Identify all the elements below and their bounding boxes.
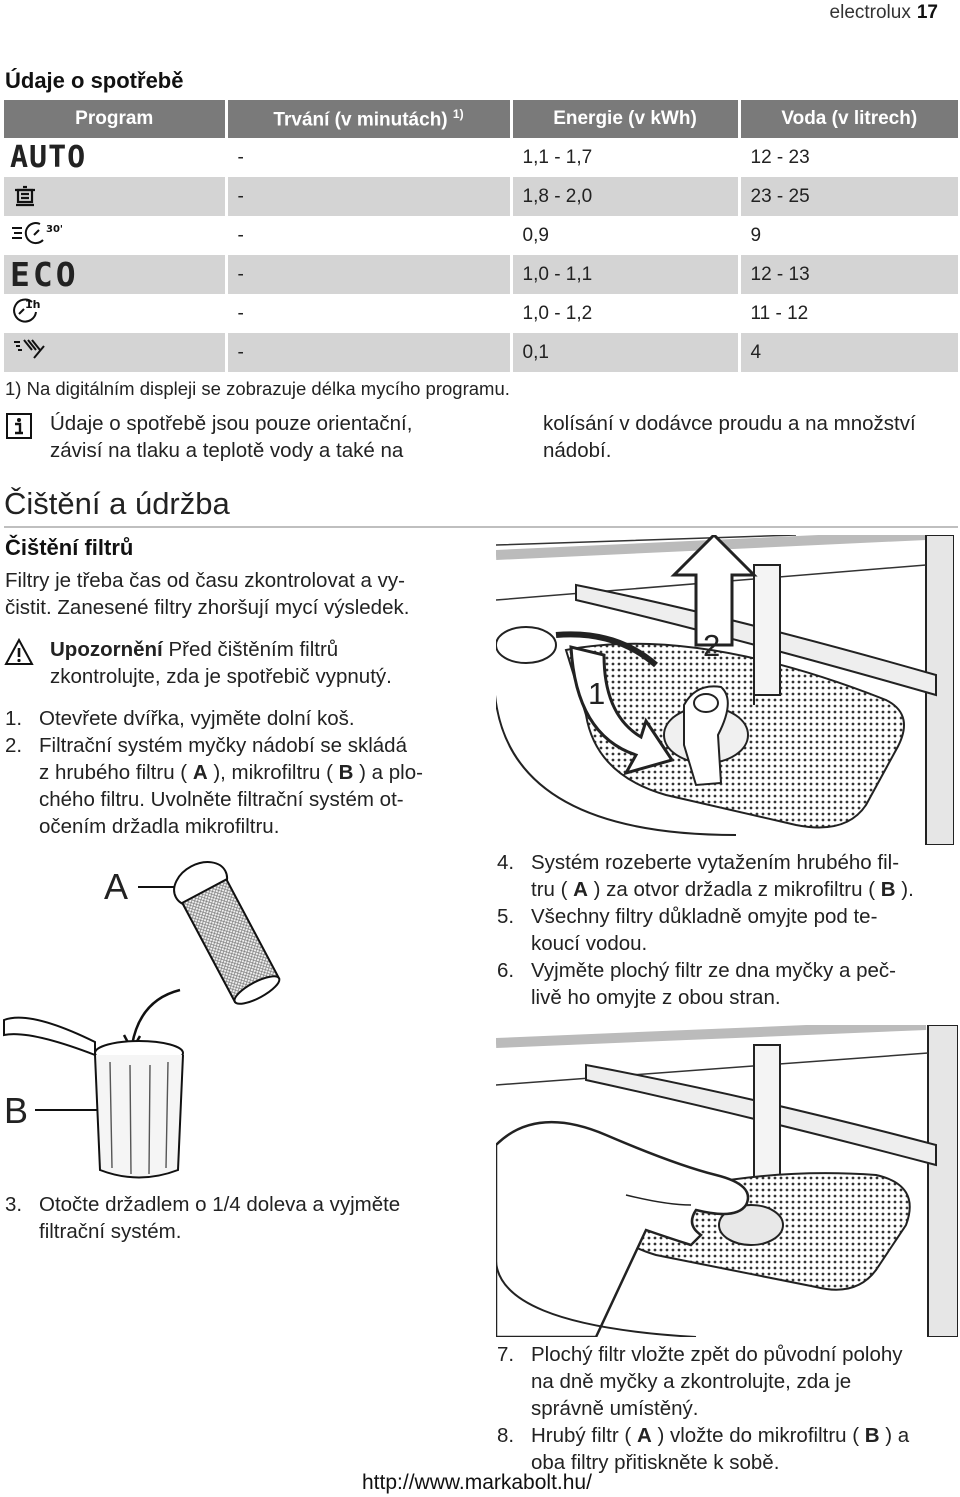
step-4-line-1: [497, 849, 960, 876]
col-program: Program: [4, 100, 226, 138]
brand-name: electrolux: [829, 2, 911, 23]
program-cell: [4, 177, 226, 216]
step-3-line-1: [5, 1191, 475, 1218]
page-header: [830, 2, 938, 24]
step-4-text-1: Systém rozeberte vytažením hrubého fil-: [531, 851, 900, 874]
step-1: [5, 705, 475, 732]
step-3-text-1: Otočte držadlem o 1/4 doleva a vyjměte: [39, 1193, 401, 1216]
step-6-line-2: livě ho omyjte z obou stran.: [531, 986, 781, 1009]
steps-left-list: [5, 705, 475, 840]
step-8-text-b: ) vložte do mikrofiltru (: [651, 1424, 865, 1447]
col-duration-note: 1): [452, 106, 464, 121]
step-7-text-1: Plochý filtr vložte zpět do původní polohy: [531, 1343, 903, 1366]
filter-a-ref: A: [636, 1424, 652, 1447]
footer-url[interactable]: http://www.markabolt.hu/: [362, 1471, 592, 1494]
step-7-line-2: na dně myčky a zkontrolujte, zda je: [531, 1370, 852, 1393]
program-cell: [4, 255, 226, 294]
auto-program-label: AUTO: [10, 140, 87, 175]
intro-line-1: Filtry je třeba čas od času zkontrolovat a vy-: [5, 569, 405, 592]
step-number: 6.: [497, 959, 515, 982]
step-number: 7.: [497, 1343, 515, 1366]
col-duration: [226, 100, 511, 138]
duration-cell: -: [226, 138, 511, 177]
warning-line-1: [50, 636, 392, 663]
prewash-icon: [10, 336, 50, 364]
energy-cell: 1,8 - 2,0: [511, 177, 739, 216]
filter-b-label: B: [4, 1090, 29, 1131]
duration-cell: -: [226, 177, 511, 216]
step-3: [5, 1191, 475, 1245]
step-6-line-1: [497, 957, 960, 984]
warning-line-2: zkontrolujte, zda je spotřebič vypnutý.: [50, 665, 392, 688]
step-7-line-1: [497, 1341, 960, 1368]
step-2-line-1: Filtrační systém myčky nádobí se skládá: [39, 734, 407, 757]
step-number: 3.: [5, 1193, 23, 1216]
step-8-text-c: ) a: [879, 1424, 910, 1447]
step-arrow-1-label: 1: [588, 676, 606, 711]
filter-a-ref: A: [192, 761, 208, 784]
step-4-text-c: ).: [895, 878, 914, 901]
info-text-left: [50, 410, 412, 464]
intro-line-2: čistit. Zanesené filtry zhoršují mycí výsledek.: [5, 596, 410, 619]
filters-intro: [5, 567, 409, 621]
water-cell: 12 - 23: [739, 138, 958, 177]
step-5-line-2: koucí vodou.: [531, 932, 648, 955]
warning-line-1-text: Před čištěním filtrů: [162, 638, 339, 661]
program-cell: [4, 333, 226, 372]
warning-text: [50, 636, 392, 690]
step-2-text-c: ) a plo-: [353, 761, 423, 784]
program-cell: [4, 138, 226, 177]
step-6-text-1: Vyjměte plochý filtr ze dna myčky a peč-: [531, 959, 896, 982]
page-number: 17: [916, 2, 938, 23]
info-right-line-2: nádobí.: [543, 439, 612, 462]
step-arrow-2-label: 2: [703, 628, 721, 663]
energy-cell: 0,9: [511, 216, 739, 255]
consumption-title: Údaje o spotřebě: [5, 68, 184, 93]
water-cell: 12 - 13: [739, 255, 958, 294]
step-2-text-a: z hrubého filtru (: [39, 761, 193, 784]
duration-cell: -: [226, 216, 511, 255]
step-number: 5.: [497, 905, 515, 928]
warning-icon: [4, 637, 34, 667]
step-2-line-2: [5, 759, 475, 786]
filters-illustration: [0, 850, 300, 1185]
filter-a-ref: A: [573, 878, 588, 901]
col-energy: Energie (v kWh): [511, 100, 739, 138]
energy-cell: 1,0 - 1,1: [511, 255, 739, 294]
duration-cell: -: [226, 333, 511, 372]
energy-cell: 1,0 - 1,2: [511, 294, 739, 333]
filters-subtitle: Čištění filtrů: [5, 535, 134, 560]
table-header-row: [4, 100, 958, 138]
step-3-line-2: filtrační systém.: [39, 1220, 182, 1243]
step-8-text-a: Hrubý filtr (: [531, 1424, 637, 1447]
water-cell: 11 - 12: [739, 294, 958, 333]
step-2-line-3: chého filtru. Uvolněte filtrační systém ot-: [39, 788, 404, 811]
step-4-text-b: ) za otvor držadla z mikrofiltru (: [587, 878, 881, 901]
step-1-text: Otevřete dvířka, vyjměte dolní koš.: [39, 707, 355, 730]
water-cell: 4: [739, 333, 958, 372]
eco-program-label: ECO: [10, 255, 79, 294]
svg-text:30': 30': [46, 223, 62, 235]
steps-right-list-2: [497, 1341, 960, 1476]
table-row: [4, 333, 958, 372]
step-number: 8.: [497, 1424, 515, 1447]
step-8-line-2: oba filtry přitiskněte k sobě.: [531, 1451, 780, 1474]
info-right-line-1: kolísání v dodávce proudu a na množství: [543, 412, 916, 435]
program-cell: [4, 294, 226, 333]
step-2: [5, 732, 475, 759]
filter-b-ref: B: [864, 1424, 880, 1447]
table-row: [4, 138, 958, 177]
cleaning-title: Čištění a údržba: [4, 486, 230, 521]
section-divider: [4, 526, 958, 528]
steps-right-list: [497, 849, 960, 1011]
table-row: [4, 216, 958, 255]
filter-b-ref: B: [880, 878, 896, 901]
info-icon: [5, 412, 33, 440]
water-cell: 23 - 25: [739, 177, 958, 216]
step-5-line-1: [497, 903, 960, 930]
step-number: 2.: [5, 734, 23, 757]
step-8-line-1: [497, 1422, 960, 1449]
step-4-text-a: tru (: [531, 878, 574, 901]
table-row: [4, 255, 958, 294]
step-number: 4.: [497, 851, 515, 874]
table-row: [4, 294, 958, 333]
info-left-line-2: závisí na tlaku a teplotě vody a také na: [50, 439, 404, 462]
warning-label: Upozornění: [50, 638, 163, 661]
info-text-right: [543, 410, 916, 464]
filter-a-label: A: [104, 866, 129, 907]
filter-removal-illustration: [496, 535, 954, 845]
quick-30-icon: [10, 219, 62, 247]
step-2-line-4: očením držadla mikrofiltru.: [39, 815, 280, 838]
step-number: 1.: [5, 707, 23, 730]
table-row: [4, 177, 958, 216]
1h-icon: [10, 296, 46, 326]
flat-filter-illustration: [496, 1025, 958, 1337]
consumption-table: [4, 100, 958, 372]
water-cell: 9: [739, 216, 958, 255]
svg-text:1h: 1h: [25, 297, 41, 311]
energy-cell: 0,1: [511, 333, 739, 372]
intensive-pot-icon: [10, 180, 40, 208]
energy-cell: 1,1 - 1,7: [511, 138, 739, 177]
duration-cell: -: [226, 255, 511, 294]
step-5-text-1: Všechny filtry důkladně omyjte pod te-: [531, 905, 878, 928]
step-2-text-b: ), mikrofiltru (: [207, 761, 339, 784]
info-left-line-1: Údaje o spotřebě jsou pouze orientační,: [50, 412, 413, 435]
col-water: Voda (v litrech): [739, 100, 958, 138]
filter-b-ref: B: [338, 761, 354, 784]
footnote: 1) Na digitálním displeji se zobrazuje délka mycího programu.: [5, 378, 510, 399]
duration-cell: -: [226, 294, 511, 333]
step-7-line-3: správně umístěný.: [531, 1397, 699, 1420]
step-4-line-2: [497, 876, 960, 903]
col-duration-label: Trvání (v minutách): [273, 109, 448, 131]
program-cell: [4, 216, 226, 255]
